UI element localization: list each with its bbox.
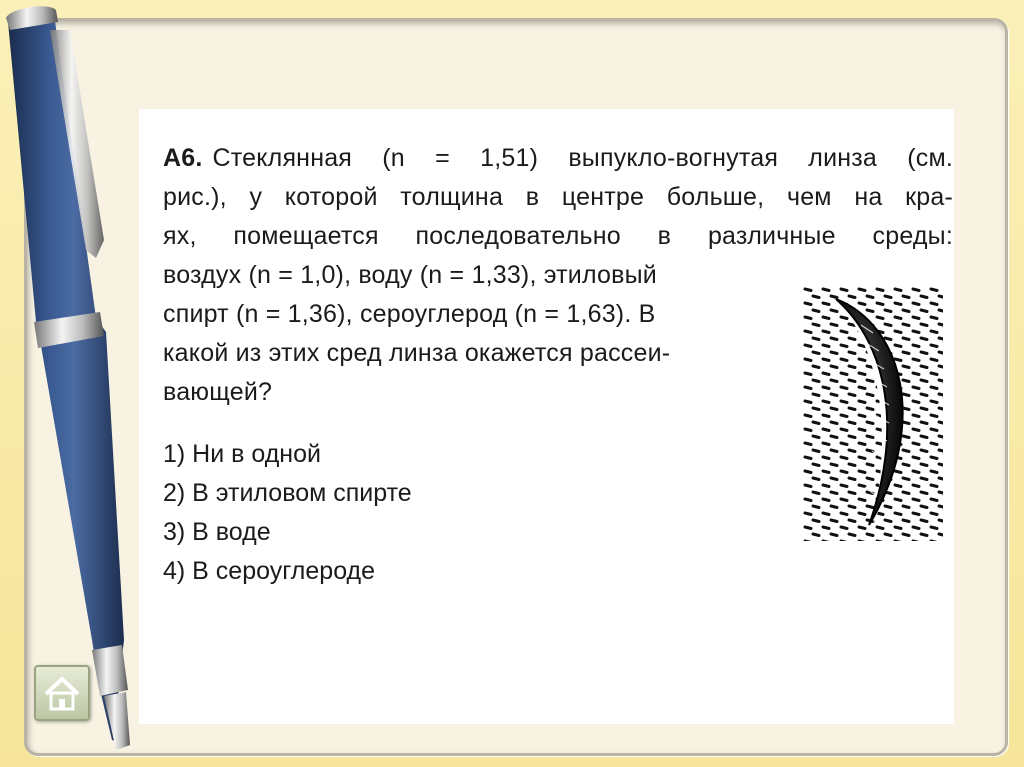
home-button[interactable] bbox=[34, 665, 90, 721]
lens-figure bbox=[803, 285, 943, 541]
problem-line-3: ях, помещается последовательно в различные среды: bbox=[163, 222, 953, 250]
answer-list bbox=[163, 435, 412, 591]
pen-illustration bbox=[0, 0, 150, 767]
problem-card bbox=[139, 109, 954, 724]
slide-frame bbox=[24, 18, 1008, 756]
problem-line-1: А6. Стеклянная (n = 1,51) выпукло-вогнутая линза (см. bbox=[163, 144, 953, 172]
answer-option-1: 1) Ни в одной bbox=[163, 440, 321, 468]
problem-line-7: вающей? bbox=[163, 378, 273, 406]
problem-line-2: рис.), у которой толщина в центре больше, чем на кра- bbox=[163, 183, 953, 211]
problem-line-4: воздух (n = 1,0), воду (n = 1,33), этиловый bbox=[163, 261, 657, 289]
answer-option-4: 4) В сероуглероде bbox=[163, 557, 376, 585]
answer-option-3: 3) В воде bbox=[163, 518, 271, 546]
problem-line-6: какой из этих сред линза окажется рассеи- bbox=[163, 339, 671, 367]
problem-line-5: спирт (n = 1,36), сероуглерод (n = 1,63). В bbox=[163, 300, 656, 328]
pen-ring-lower bbox=[92, 645, 128, 696]
home-icon bbox=[36, 667, 88, 719]
problem-number: А6. bbox=[163, 144, 203, 172]
answer-option-2: 2) В этиловом спирте bbox=[163, 479, 412, 507]
medium-texture bbox=[803, 285, 943, 541]
